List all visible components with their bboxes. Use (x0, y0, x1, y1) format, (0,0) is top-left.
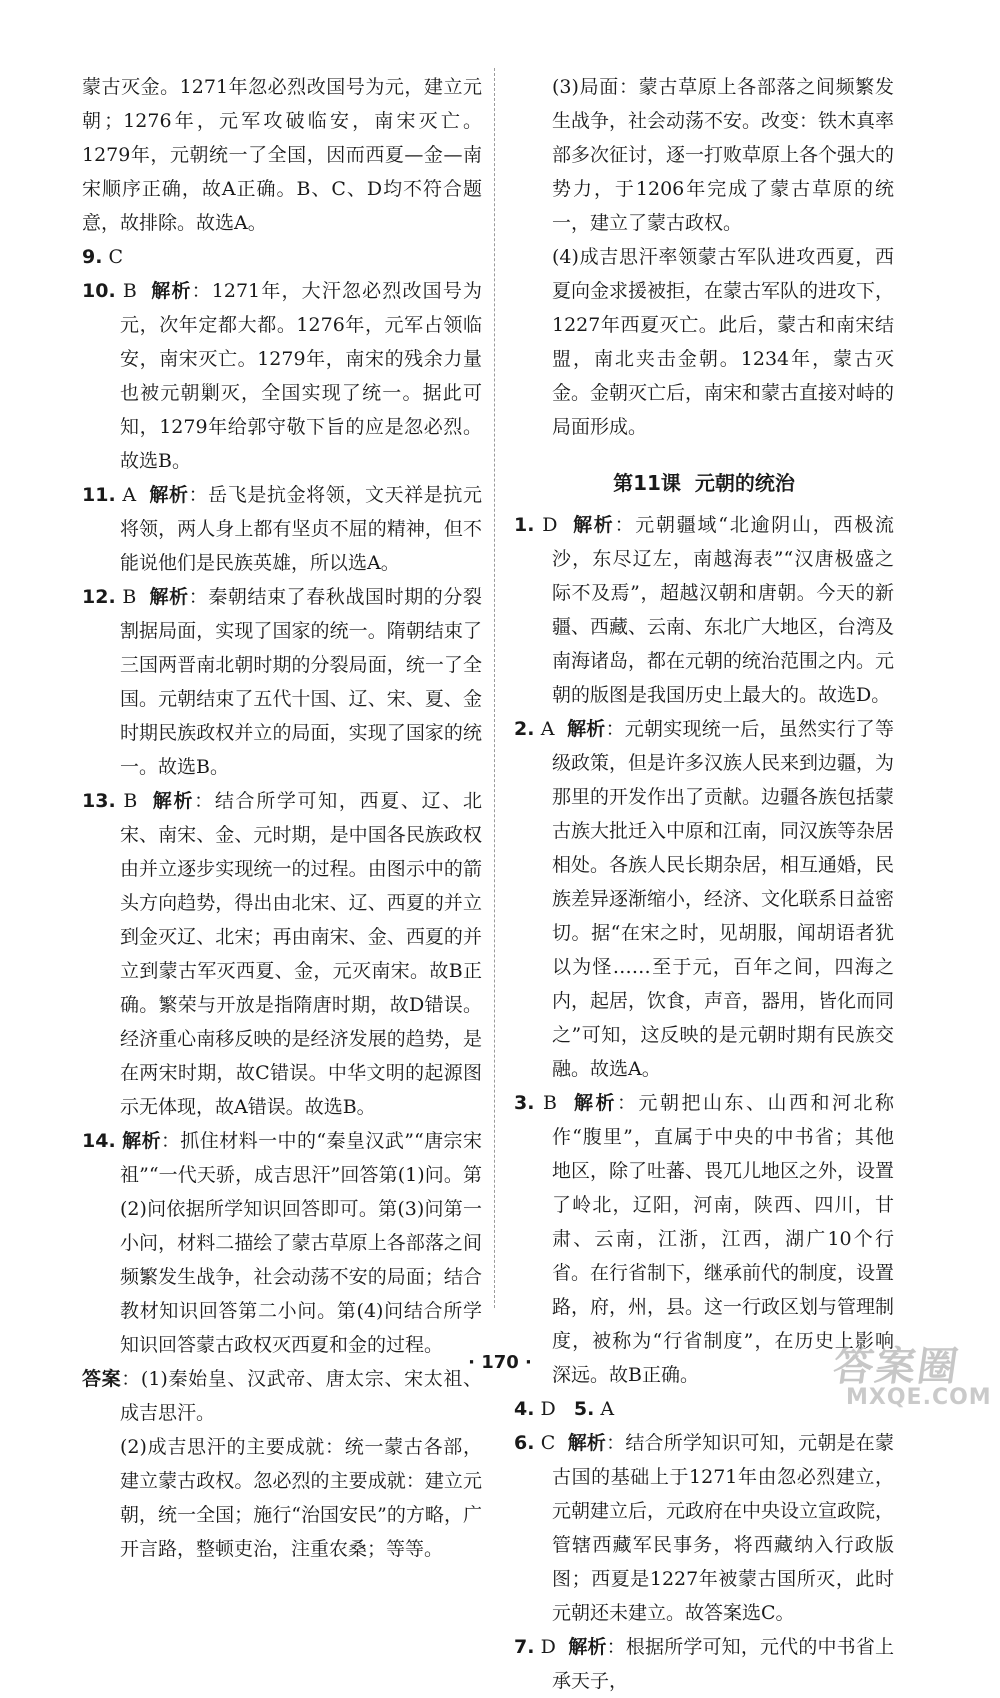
answer-item-13 (82, 784, 482, 1124)
page-number: · 170 · (468, 1352, 532, 1373)
answer-continuation: 蒙古灭金。1271年忽必烈改国号为元，建立元朝；1276年，元军攻破临安，南宋灭亡。1279年，元朝统一了全国，因而西夏—金—南宋顺序正确，故A正确。B、C、D均不符合题意，故排除。故选A。 (82, 76, 482, 234)
answer-label: 答案 (82, 1368, 122, 1390)
analysis-text: ：结合所学知识可知，元朝是在蒙古国的基础上于1271年由忽必烈建立，元朝建立后，元政府在中央设立宣政院，管辖西藏军民事务，将西藏纳入行政版图；西夏是1227年被蒙古国所灭，此时元朝还未建立。故答案选C。 (552, 1432, 895, 1624)
answer-item-12 (82, 580, 482, 784)
analysis-label: 解析 (567, 718, 606, 740)
item-number: 6. (514, 1432, 535, 1454)
item-choice: D (542, 514, 558, 536)
analysis-label: 解析 (149, 484, 189, 506)
item-number: 10. (82, 280, 116, 302)
analysis-text: ：根据所学可知，元代的中书省上承天子， (552, 1636, 894, 1692)
watermark-site-text: MXQE.COM (846, 1385, 992, 1410)
item-choice: B (122, 280, 137, 302)
item-choice: D (540, 1636, 556, 1658)
item-choice: A (600, 1398, 615, 1420)
item-number: 3. (514, 1092, 535, 1114)
item-choice: A (540, 718, 555, 740)
lesson-number: 第11课 (613, 471, 681, 495)
item-number: 4. (514, 1398, 535, 1420)
analysis-text: ：元朝把山东、山西和河北称作“腹里”，直属于中央的中书省；其他地区，除了吐蕃、畏兀儿地区之外，设置了岭北，辽阳，河南，陕西、四川，甘肃、云南，江浙，江西，湖广10个行省。在行省制下，继承前代的制度，设置路，府，州，县。这一行政区划与管理制度，被称为“行省制度”，在历史上影响深远。故B正确。 (552, 1092, 895, 1386)
analysis-text: ：元朝疆域“北逾阴山，西极流沙，东尽辽左，南越海表”“汉唐极盛之际不及焉”，超越汉朝和唐朝。今天的新疆、西藏、云南、东北广大地区，台湾及南海诸岛，都在元朝的统治范围之内。元朝的版图是我国历史上最大的。故选D。 (552, 514, 895, 706)
item-choice: B (122, 586, 137, 608)
item-choice: B (123, 790, 138, 812)
item-number: 9. (82, 246, 103, 268)
item-number: 14. (82, 1130, 116, 1152)
analysis-label: 解析 (151, 280, 192, 302)
answer-item-14 (82, 1124, 482, 1362)
analysis-label: 解析 (152, 790, 195, 812)
item-choice: A (122, 484, 137, 506)
analysis-label: 解析 (149, 586, 189, 608)
right-column (514, 70, 894, 1698)
answer-item-r1 (514, 508, 894, 712)
answer-item-r7 (514, 1630, 894, 1698)
analysis-label: 解析 (567, 1432, 607, 1454)
analysis-text: ：抓住材料一中的“秦皇汉武”“唐宗宋祖”“一代天骄，成吉思汗”回答第(1)问。第(2)问依据所学知识回答即可。第(3)问第一小问，材料二描绘了蒙古草原上各部落之间频繁发生战争，社会动荡不安的局面；结合教材知识回答第二小问。第(4)问结合所学知识回答蒙古政权灭西夏和金的过程。 (120, 1130, 482, 1356)
analysis-label: 解析 (122, 1130, 161, 1152)
answer-item-r2 (514, 712, 894, 1086)
answer-item-9 (82, 240, 482, 274)
analysis-label: 解析 (568, 1636, 607, 1658)
answer-item-10 (82, 274, 482, 478)
item-number: 5. (573, 1398, 595, 1420)
lesson-title: 元朝的统治 (694, 471, 795, 495)
lesson-heading (514, 466, 894, 500)
item-choice: B (543, 1092, 557, 1114)
analysis-text: ：1271年，大汗忽必烈改国号为元，次年定都大都。1276年，元军占领临安，南宋灭亡。1279年，南宋的残余力量也被元朝剿灭，全国实现了统一。据此可知，1279年给郭守敬下旨的应是忽必烈。故选B。 (120, 280, 482, 472)
left-column (82, 70, 482, 1566)
watermark-logo (816, 1335, 992, 1419)
analysis-label: 解析 (573, 514, 615, 536)
item-number: 13. (82, 790, 116, 812)
answer-item-r6 (514, 1426, 894, 1630)
item-choice: C (540, 1432, 556, 1454)
column-divider (494, 68, 495, 1308)
item-choice: D (540, 1398, 556, 1420)
answer-14-part-3: (3)局面：蒙古草原上各部落之间频繁发生战争，社会动荡不安。改变：铁木真率部多次征讨，逐一打败草原上各个强大的势力，于1206年完成了蒙古草原的统一，建立了蒙古政权。 (552, 76, 895, 234)
analysis-text: ：秦朝结束了春秋战国时期的分裂割据局面，实现了国家的统一。隋朝结束了三国两晋南北朝时期的分裂局面，统一了全国。元朝结束了五代十国、辽、宋、夏、金时期民族政权并立的局面，实现了国家的统一。故选B。 (120, 586, 482, 778)
item-choice: C (108, 246, 124, 268)
item-number: 11. (82, 484, 116, 506)
answer-14-part-2: (2)成吉思汗的主要成就：统一蒙古各部，建立蒙古政权。忽必烈的主要成就：建立元朝，统一全国；施行“治国安民”的方略，广开言路，整顿吏治，注重农桑；等等。 (120, 1436, 482, 1560)
analysis-text: ：元朝实现统一后，虽然实行了等级政策，但是许多汉族人民来到边疆，为那里的开发作出了贡献。边疆各族包括蒙古族大批迁入中原和江南，同汉族等杂居相处。各族人民长期杂居，相互通婚，民族差异逐渐缩小，经济、文化联系日益密切。据“在宋之时，见胡服，闻胡语者犹以为怪……至于元，百年之间，四海之内，起居，饮食，声音，器用，皆化而同之”可知，这反映的是元朝时期有民族交融。故选A。 (552, 718, 895, 1080)
item-number: 2. (514, 718, 535, 740)
watermark-logo-text: 答案圈 (830, 1344, 963, 1390)
answer-text: ：(1)秦始皇、汉武帝、唐太宗、宋太祖、成吉思汗。 (120, 1368, 482, 1424)
analysis-label: 解析 (574, 1092, 618, 1114)
analysis-text: ：结合所学可知，西夏、辽、北宋、南宋、金、元时期，是中国各民族政权由并立逐步实现统一的过程。由图示中的箭头方向趋势，得出由北宋、辽、西夏的并立到金灭辽、北宋；再由南宋、金、西夏的并立到蒙古军灭西夏、金，元灭南宋。故B正确。繁荣与开放是指隋唐时期，故D错误。经济重心南移反映的是经济发展的趋势，是在两宋时期，故C错误。中华文明的起源图示无体现，故A错误。故选B。 (120, 790, 482, 1118)
item-number: 7. (514, 1636, 535, 1658)
analysis-text: ：岳飞是抗金将领，文天祥是抗元将领，两人身上都有坚贞不屈的精神，但不能说他们是民族英雄，所以选A。 (120, 484, 482, 574)
item-number: 12. (82, 586, 116, 608)
answer-14-part-4: (4)成吉思汗率领蒙古军队进攻西夏，西夏向金求援被拒，在蒙古军队的进攻下，1227年西夏灭亡。此后，蒙古和南宋结盟，南北夹击金朝。1234年，蒙古灭金。金朝灭亡后，南宋和蒙古直接对峙的局面形成。 (552, 246, 895, 438)
item-number: 1. (514, 514, 535, 536)
answer-item-11 (82, 478, 482, 580)
